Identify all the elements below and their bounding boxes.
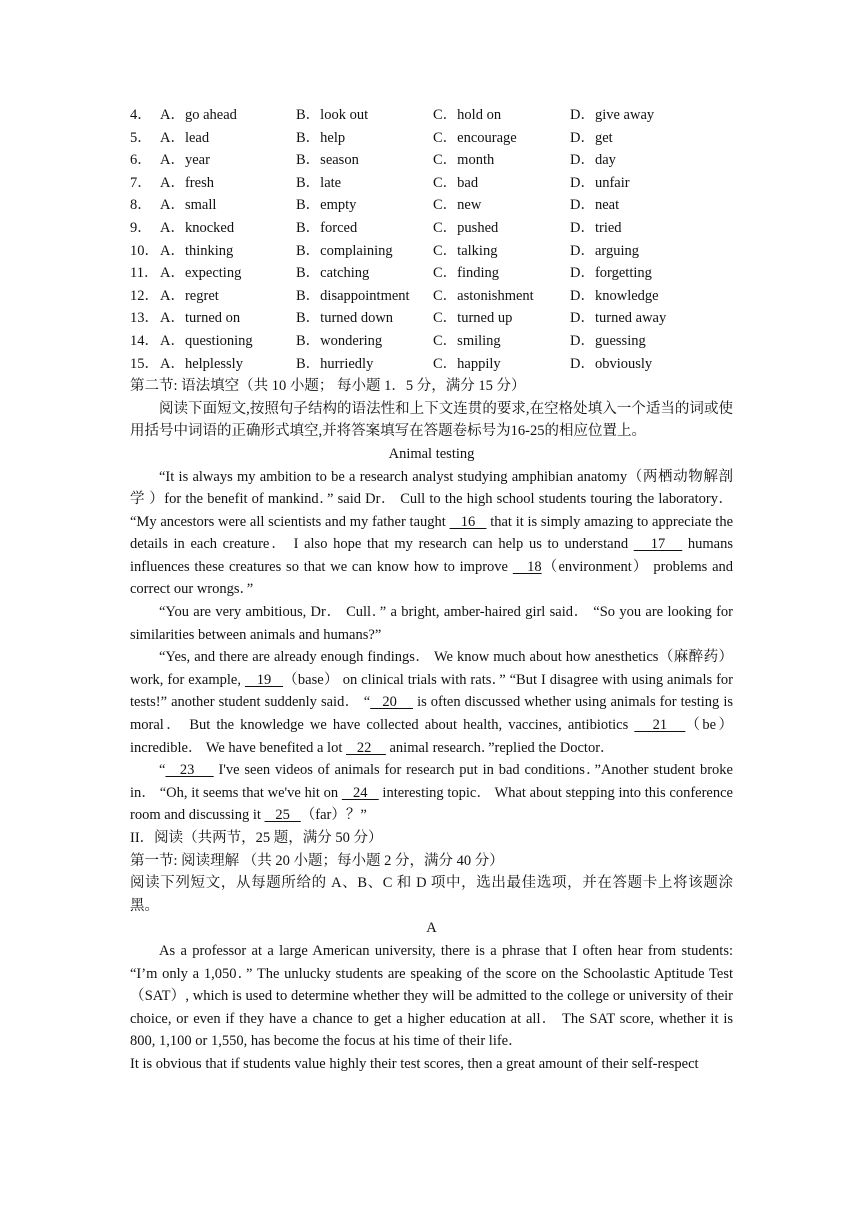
passage-paragraph [130, 759, 733, 827]
passage-paragraph [130, 466, 733, 602]
paragraph-text: （base） on clinical trials with rats．” “But I disagree with using animals for tests!” another student suddenly said． “ [130, 671, 734, 711]
question-number: 4． [130, 107, 152, 123]
option-row [130, 307, 733, 330]
option-c: C．pushed [433, 219, 499, 236]
option-row [130, 330, 733, 353]
section-instruction: 阅读下列短文，从每题所给的 A、B、C 和 D 项中，选出最佳选项，并在答题卡上将该题涂黑。 [130, 875, 733, 914]
option-c: C．new [433, 197, 482, 214]
option-b: B．catching [296, 265, 370, 282]
paragraph-text: （far）？” [300, 807, 367, 824]
paragraph-text: humans influences these creatures so that we can know how to improve [130, 536, 734, 575]
paragraph-text: is often discussed whether using animals for testing is moral． But the knowledge we have collected about health, vaccines, antibiotics [130, 694, 733, 734]
option-b: B．forced [296, 219, 358, 236]
option-a: A．fresh [160, 174, 214, 191]
option-b: B．empty [296, 197, 357, 214]
blank-16: 16 [449, 513, 487, 530]
option-b: B．complaining [296, 242, 393, 259]
question-number: 12． [130, 287, 159, 304]
option-a: A．expecting [160, 265, 242, 282]
option-d: D．guessing [570, 332, 646, 349]
section-heading: 第一节: 阅读理解 （共 20 小题；每小题 2 分，满分 40 分） [130, 852, 504, 869]
option-a: A．go ahead [160, 107, 237, 123]
option-row [130, 353, 733, 376]
passage-paragraph: It is obvious that if students value highly their test scores, then a great amount of their self-respect [130, 1055, 699, 1072]
question-number: 13． [130, 310, 159, 327]
option-b: B．disappointment [296, 287, 410, 304]
option-a: A．knocked [160, 219, 235, 236]
option-d: D．get [570, 129, 613, 146]
option-a: A．thinking [160, 242, 234, 259]
question-number: 10． [130, 242, 159, 259]
question-number: 7． [130, 174, 152, 191]
blank-24: 24 [341, 784, 379, 801]
option-b: B．help [296, 129, 346, 146]
option-d: D．neat [570, 197, 620, 214]
option-d: D．arguing [570, 242, 640, 259]
option-c: C．finding [433, 265, 500, 282]
option-row [130, 262, 733, 285]
paragraph-text: （environment） problems and correct our wrongs．” [130, 558, 734, 598]
option-row [130, 194, 733, 217]
passage-paragraph [130, 646, 733, 759]
option-c: C．bad [433, 174, 479, 191]
option-c: C．hold on [433, 107, 502, 123]
option-d: D．day [570, 152, 616, 169]
paragraph-text: “Yes, and there are already enough findings． We know much about how anesthetics（麻醉药） work, for example, [130, 649, 733, 688]
option-b: B．look out [296, 107, 369, 123]
blank-19: 19 [244, 671, 284, 688]
document-page [130, 104, 733, 1076]
question-number: 8． [130, 197, 152, 214]
option-row [130, 104, 733, 127]
paragraph-text: “It is always my ambition to be a research analyst studying amphibian anatomy（两栖动物解剖学 ）for the benefit of mankind．” said Dr． Cull to the high school students touring the laboratory． “My ancestors were all scientists and my father taught [130, 468, 733, 530]
question-number: 6． [130, 152, 152, 169]
option-row [130, 127, 733, 150]
option-d: D．give away [570, 107, 655, 123]
option-row [130, 149, 733, 172]
passage-paragraph: As a professor at a large American university, there is a phrase that I often hear from students: “I’m only a 1,050．” The unlucky students are speaking of the score on the Schoolastic Aptitude Test（SAT）, which is used to determine whether they will be admitted to the college or university of their choice, or even if they have a chance to get a higher education at all． The SAT score, whether it is 800, 1,100 or 1,550, has become the focus at his time of their life． [130, 942, 733, 1050]
option-c: C．talking [433, 242, 498, 259]
option-c: C．happily [433, 355, 501, 372]
blank-21: 21 [634, 717, 686, 734]
option-a: A．regret [160, 287, 219, 304]
paragraph-text: “ [159, 762, 166, 779]
paragraph-text: interesting topic． What about stepping into this conference room and discussing it [130, 784, 733, 824]
option-d: D．tried [570, 219, 622, 236]
paragraph-text: （be）incredible． We have benefited a lot [130, 717, 734, 756]
option-d: D．obviously [570, 355, 653, 372]
section-heading: 第二节: 语法填空（共 10 小题； 每小题 1．5 分，满分 15 分） [130, 378, 526, 395]
option-d: D．unfair [570, 174, 630, 191]
option-c: C．astonishment [433, 287, 534, 304]
option-row [130, 240, 733, 263]
question-number: 5． [130, 129, 152, 146]
option-d: D．forgetting [570, 265, 652, 282]
question-number: 9． [130, 219, 152, 236]
section-instruction: 阅读下面短文,按照句子结构的语法性和上下文连贯的要求,在空格处填入一个适当的词或使用括号中词语的正确形式填空,并将答案填写在答题卷标号为16-25的相应位置上。 [130, 400, 733, 440]
passage-paragraph: “You are very ambitious, Dr． Cull．” a bright, amber-haired girl said． “So you are looking for similarities between animals and humans?” [130, 604, 733, 643]
options-list [130, 104, 733, 375]
option-b: B．hurriedly [296, 355, 374, 372]
option-d: D．knowledge [570, 287, 659, 304]
passage-title: Animal testing [388, 445, 475, 462]
option-a: A．helplessly [160, 355, 243, 372]
option-a: A．turned on [160, 310, 241, 327]
blank-22: 22 [345, 739, 386, 756]
option-a: A．questioning [160, 332, 253, 349]
option-b: B．wondering [296, 332, 383, 349]
option-b: B．turned down [296, 310, 394, 327]
paragraph-text: that it is simply amazing to appreciate the details in each creature． I also hope that my research can help us to understand [130, 513, 734, 553]
paragraph-text: animal research．”replied the Doctor． [385, 739, 615, 756]
option-c: C．turned up [433, 310, 513, 327]
option-b: B．late [296, 174, 342, 191]
option-c: C．encourage [433, 129, 517, 146]
blank-23: 23 [165, 762, 214, 779]
blank-20: 20 [370, 694, 414, 711]
passage-label: A [426, 920, 437, 937]
paragraph-text: I've seen videos of animals for research put in bad conditions．”Another student broke in． “Oh, it seems that we've hit on [130, 762, 733, 801]
question-number: 15． [130, 355, 159, 372]
part-heading: II．阅读（共两节，25 题，满分 50 分） [130, 830, 383, 846]
option-row [130, 217, 733, 240]
option-d: D．turned away [570, 310, 667, 327]
blank-17: 17 [633, 536, 683, 553]
question-number: 11． [130, 265, 159, 282]
option-row [130, 285, 733, 308]
option-a: A．year [160, 152, 210, 169]
blank-18: 18 [512, 558, 542, 575]
option-row [130, 172, 733, 195]
option-a: A．lead [160, 129, 210, 146]
option-b: B．season [296, 152, 359, 169]
option-c: C．smiling [433, 332, 501, 349]
option-a: A．small [160, 197, 217, 214]
blank-25: 25 [264, 807, 301, 824]
option-c: C．month [433, 152, 495, 169]
question-number: 14． [130, 332, 159, 349]
